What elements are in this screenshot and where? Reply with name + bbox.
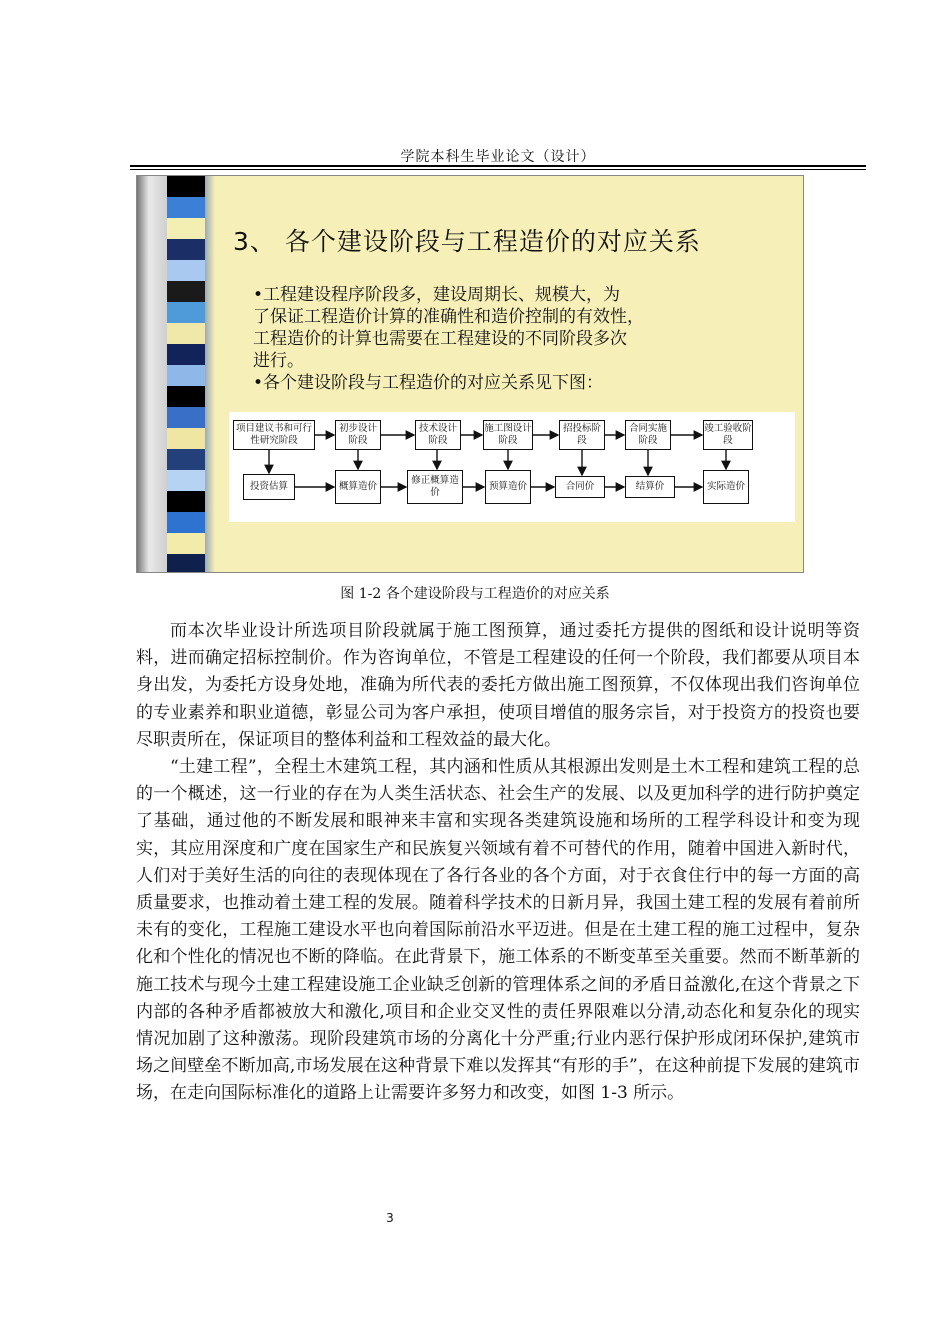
stripe-segment — [167, 218, 205, 239]
body-paragraph: 而本次毕业设计所选项目阶段就属于施工图预算，通过委托方提供的图纸和设计说明等资料，进而确定招标控制价。作为咨询单位，不管是工程建设的任何一个阶段，我们都要从项目本身出发，为委托方设身处地，准确为所代表的委托方做出施工图预算，不仅体现出我们咨询单位的专业素养和职业道德，彰显公司为客户承担，使项目增值的服务宗旨，对于投资方的投资也要尽职责所在，保证项目的整体利益和工程效益的最大化。 — [136, 621, 860, 750]
stripe-segment — [167, 407, 205, 428]
flow-diagram — [229, 412, 795, 522]
stripe-segment — [167, 344, 205, 365]
page-header: 学院本科生毕业论文（设计） — [400, 149, 596, 165]
body-text — [136, 618, 860, 1108]
cost-box-budget: 预算造价 — [485, 470, 531, 504]
stage-box-technical-design: 技术设计阶段 — [415, 420, 461, 450]
cost-box-contract-price: 合同价 — [555, 476, 605, 498]
cost-box-actual: 实际造价 — [703, 470, 749, 504]
stripe-segment — [167, 386, 205, 407]
stripe-segment — [167, 281, 205, 302]
stripe-segment — [167, 512, 205, 533]
stripe-segment — [167, 491, 205, 512]
cost-box-revised-estimate: 修正概算造价 — [407, 470, 463, 504]
stripe-segment — [167, 176, 205, 197]
stage-box-construction-drawing: 施工图设计阶段 — [483, 420, 533, 450]
stage-box-feasibility: 项目建议书和可行性研究阶段 — [233, 420, 315, 450]
cost-box-budget-estimate: 概算造价 — [335, 470, 381, 504]
stripe-segment — [167, 260, 205, 281]
figure-caption: 图 1-2 各个建设阶段与工程造价的对应关系 — [340, 586, 610, 602]
stripe-segment — [167, 302, 205, 323]
slide-bullet-line: 了保证工程造价计算的准确性和造价控制的有效性， — [253, 307, 644, 327]
stripe-segment — [167, 197, 205, 218]
stripe-segment — [167, 470, 205, 491]
stripe-segment — [167, 239, 205, 260]
slide-bullets — [253, 284, 793, 394]
stripe-segment — [167, 533, 205, 554]
slide-stripe-fade — [205, 176, 215, 573]
body-paragraph: “土建工程”，全程土木建筑工程，其内涵和性质从其根源出发则是土木工程和建筑工程的总的一个概述，这一行业的存在为人类生活状态、社会生产的发展、以及更加科学的进行防护奠定了基础，通过他的不断发展和眼神来丰富和实现各类建筑设施和场所的工程学科设计和变为现实，其应用深度和广度在国家生产和民族复兴领域有着不可替代的作用，随着中国进入新时代，人们对于美好生活的向往的表现体现在了各行各业的各个方面，对于衣食住行中的每一方面的高质量要求，也推动着土建工程的发展。随着科学技术的日新月异，我国土建工程的发展有着前所未有的变化，工程施工建设水平也向着国际前沿水平迈进。但是在土建工程的施工过程中，复杂化和个性化的情况也不断的降临。在此背景下，施工体系的不断变革至关重要。然而不断革新的施工技术与现今土建工程建设施工企业缺乏创新的管理体系之间的矛盾日益激化,在这个背景之下内部的各种矛盾都被放大和激化,项目和企业交叉性的责任界限难以分清,动态化和复杂化的现实情况加剧了这种激荡。现阶段建筑市场的分离化十分严重;行业内恶行保护形成闭环保护,建筑市场之间壁垒不断加高,市场发展在这种背景下难以发挥其“有形的手”，在这种前提下发展的建筑市场，在走向国际标准化的道路上让需要许多努力和改变，如图 1-3 所示。 — [136, 757, 860, 1104]
slide-stripe-edge — [137, 176, 167, 573]
slide-bullet-line: 进行。 — [253, 351, 304, 371]
header-rule-thick — [130, 165, 866, 167]
stage-box-preliminary-design: 初步设计阶段 — [335, 420, 381, 450]
slide-bullet-line: •各个建设阶段与工程造价的对应关系见下图： — [253, 373, 604, 393]
figure-slide — [136, 175, 804, 573]
page-number: 3 — [386, 1211, 394, 1225]
slide-bullet-line: •工程建设程序阶段多，建设周期长、规模大，为 — [253, 285, 621, 305]
stripe-segment — [167, 365, 205, 386]
stage-box-bidding: 招投标阶段 — [559, 420, 605, 450]
header-rule-thin — [130, 169, 866, 170]
stage-box-completion: 竣工验收阶段 — [703, 420, 753, 450]
stripe-segment — [167, 428, 205, 449]
stripe-segment — [167, 323, 205, 344]
slide-bullet-line: 工程造价的计算也需要在工程建设的不同阶段多次 — [253, 329, 627, 349]
slide-stripe-column — [167, 176, 205, 573]
cost-box-settlement: 结算价 — [625, 476, 675, 498]
stage-box-contract: 合同实施阶段 — [625, 420, 671, 450]
stripe-segment — [167, 554, 205, 573]
cost-box-estimate: 投资估算 — [243, 474, 295, 500]
stripe-segment — [167, 449, 205, 470]
slide-title: 3、 各个建设阶段与工程造价的对应关系 — [233, 227, 701, 256]
